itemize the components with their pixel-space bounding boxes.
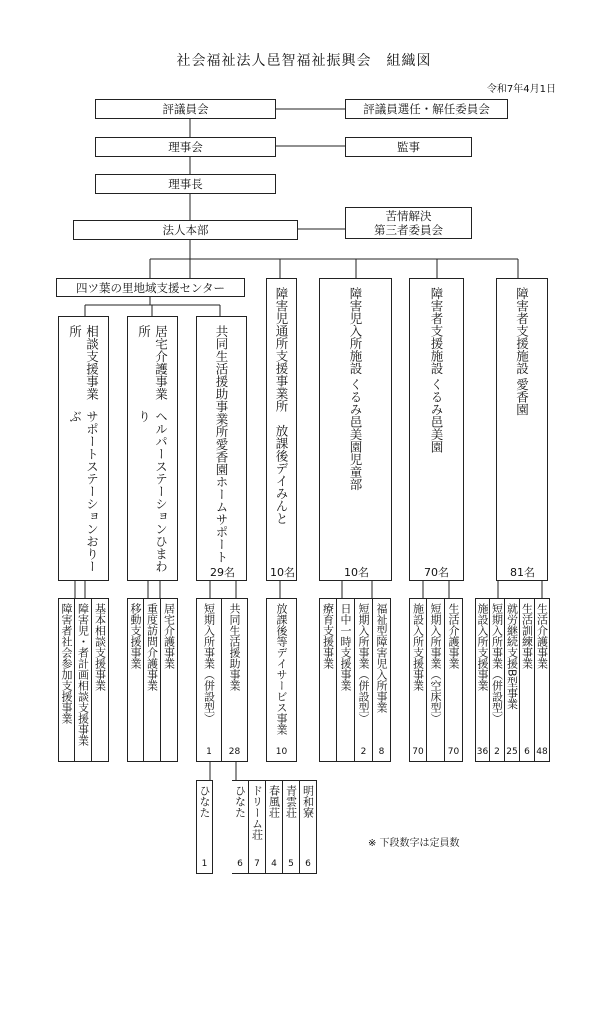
service-label: 重度訪問介護事業 xyxy=(145,603,159,691)
auditor-label: 監事 xyxy=(397,140,420,154)
unit-line: くるみ邑美園児童部 xyxy=(348,378,363,491)
unit-count: 29名 xyxy=(210,566,235,579)
complaint-line-2: 第三者委員会 xyxy=(374,223,443,237)
service-label: 生活訓練事業 xyxy=(520,603,534,669)
service-item xyxy=(161,598,178,762)
hq-label: 法人本部 xyxy=(162,223,209,237)
unit-line: サポートステーションおりーぶ xyxy=(67,410,100,573)
service-label: 共同生活援助事業 xyxy=(228,603,241,691)
unit-box xyxy=(409,278,464,581)
unit-line: くるみ邑美園 xyxy=(429,378,444,454)
hq-box xyxy=(73,220,298,240)
service-item xyxy=(127,598,144,762)
service-item xyxy=(266,598,297,762)
service-capacity: 6 xyxy=(524,747,530,757)
council-label: 評議員会 xyxy=(162,102,209,116)
unit-line: 共同生活援助事業所 xyxy=(214,325,229,438)
service-label: 療育支援事業 xyxy=(321,603,335,669)
service-item xyxy=(337,598,355,762)
service-capacity: 70 xyxy=(412,747,424,757)
service-item xyxy=(535,598,550,762)
group-home-item xyxy=(300,780,317,874)
unit-line: 愛香園 xyxy=(514,378,530,416)
group-home-capacity: 6 xyxy=(305,859,311,869)
group-home-label: 明和寮 xyxy=(301,785,315,818)
chairman-box xyxy=(95,174,276,194)
group-home-item xyxy=(232,780,249,874)
unit-line: 障害者支援施設 xyxy=(514,287,530,375)
service-capacity: 2 xyxy=(360,747,367,757)
unit-line: 居宅介護事業所 xyxy=(136,325,169,400)
service-item xyxy=(427,598,445,762)
unit-line: 障害者支援施設 xyxy=(429,287,444,375)
service-item xyxy=(196,598,222,762)
service-capacity: 1 xyxy=(206,747,212,757)
chairman-label: 理事長 xyxy=(168,177,203,191)
service-item xyxy=(373,598,391,762)
group-home-item xyxy=(266,780,283,874)
group-home-label: 青雲荘 xyxy=(284,785,298,818)
service-label: 短期入所事業（併設型） xyxy=(357,603,370,724)
unit-line: 愛香園ホームサポート xyxy=(214,437,229,563)
service-item xyxy=(222,598,248,762)
service-item xyxy=(92,598,109,762)
service-capacity: 28 xyxy=(228,747,241,757)
group-home-capacity: 1 xyxy=(201,859,208,869)
unit-line: 障害児通所支援事業所 放課後デイみんと xyxy=(274,287,289,525)
service-label: 施設入所支援事業 xyxy=(411,603,425,691)
unit-box xyxy=(127,316,178,581)
service-label: 就労継続支援B型事業 xyxy=(505,603,519,710)
unit-box xyxy=(496,278,548,581)
service-label: 福祉型障害児入所事業 xyxy=(375,603,388,713)
service-item xyxy=(319,598,337,762)
service-capacity: 36 xyxy=(476,747,489,757)
group-home-item xyxy=(249,780,266,874)
service-capacity: 10 xyxy=(275,747,288,757)
complaint-committee-box xyxy=(345,207,472,239)
service-capacity: 25 xyxy=(506,747,518,757)
group-home-label: 春風荘 xyxy=(267,785,281,818)
service-item xyxy=(75,598,92,762)
service-item xyxy=(475,598,490,762)
service-label: 施設入所支援事業 xyxy=(476,603,489,691)
service-item xyxy=(409,598,427,762)
footnote: ※ 下段数字は定員数 xyxy=(368,838,460,849)
support-center-box xyxy=(56,278,245,297)
service-item xyxy=(490,598,505,762)
service-item xyxy=(58,598,75,762)
group-home-capacity: 7 xyxy=(254,859,260,869)
group-home-item xyxy=(283,780,300,874)
service-label: 放課後等デイサービス事業 xyxy=(275,603,288,735)
service-capacity: 2 xyxy=(494,747,500,757)
group-home-label: ドリーム荘 xyxy=(250,785,264,840)
unit-box xyxy=(58,316,109,581)
group-home-label: ひなた xyxy=(233,785,247,818)
group-home-capacity: 6 xyxy=(237,859,243,869)
service-label: 移動支援事業 xyxy=(129,603,142,669)
service-label: 短期入所事業（併設型） xyxy=(202,603,216,724)
service-label: 短期入所事業（併設型） xyxy=(490,603,504,724)
complaint-line-1: 苦情解決 xyxy=(385,209,432,223)
service-item xyxy=(505,598,520,762)
service-capacity: 70 xyxy=(447,747,460,757)
page-title: 社会福祉法人邑智福祉振興会 組織図 xyxy=(176,53,432,69)
group-home-capacity: 5 xyxy=(288,859,294,869)
support-center-label: 四ツ葉の里地域支援センター xyxy=(75,280,226,295)
service-item xyxy=(355,598,373,762)
unit-line: ヘルパーステーションひまわり xyxy=(136,410,169,573)
service-label: 生活介護事業 xyxy=(447,603,460,669)
service-capacity: 48 xyxy=(536,747,548,757)
service-label: 居宅介護事業 xyxy=(162,603,176,669)
service-label: 日中一時支援事業 xyxy=(339,603,352,691)
unit-box xyxy=(319,278,392,581)
service-label: 障害児・者計画相談支援事業 xyxy=(76,603,90,746)
unit-count: 10名 xyxy=(344,566,369,579)
election-committee-box xyxy=(345,99,508,119)
group-home-label: ひなた xyxy=(198,785,211,818)
service-item xyxy=(144,598,161,762)
unit-box xyxy=(196,316,247,581)
service-item xyxy=(445,598,463,762)
service-label: 障害者社会参加支援事業 xyxy=(60,603,73,724)
unit-line: 相談支援事業所 xyxy=(67,325,100,400)
date-label: 令和7年4月1日 xyxy=(486,84,556,95)
council-box xyxy=(95,99,276,119)
board-box xyxy=(95,137,276,157)
unit-count: 10名 xyxy=(270,566,295,579)
unit-count: 81名 xyxy=(510,566,535,579)
service-label: 生活介護事業 xyxy=(535,603,549,669)
service-label: 短期入所事業（空床型） xyxy=(429,603,442,724)
unit-count: 70名 xyxy=(424,566,449,579)
group-home-item xyxy=(196,780,213,874)
service-item xyxy=(520,598,535,762)
election-committee-label: 評議員選任・解任委員会 xyxy=(363,102,490,116)
auditor-box xyxy=(345,137,472,157)
unit-line: 障害児入所施設 xyxy=(348,287,363,375)
service-capacity: 8 xyxy=(378,747,385,757)
service-label: 基本相談支援事業 xyxy=(93,603,107,691)
group-home-capacity: 4 xyxy=(271,859,277,869)
board-label: 理事会 xyxy=(168,140,203,154)
unit-box xyxy=(266,278,297,581)
